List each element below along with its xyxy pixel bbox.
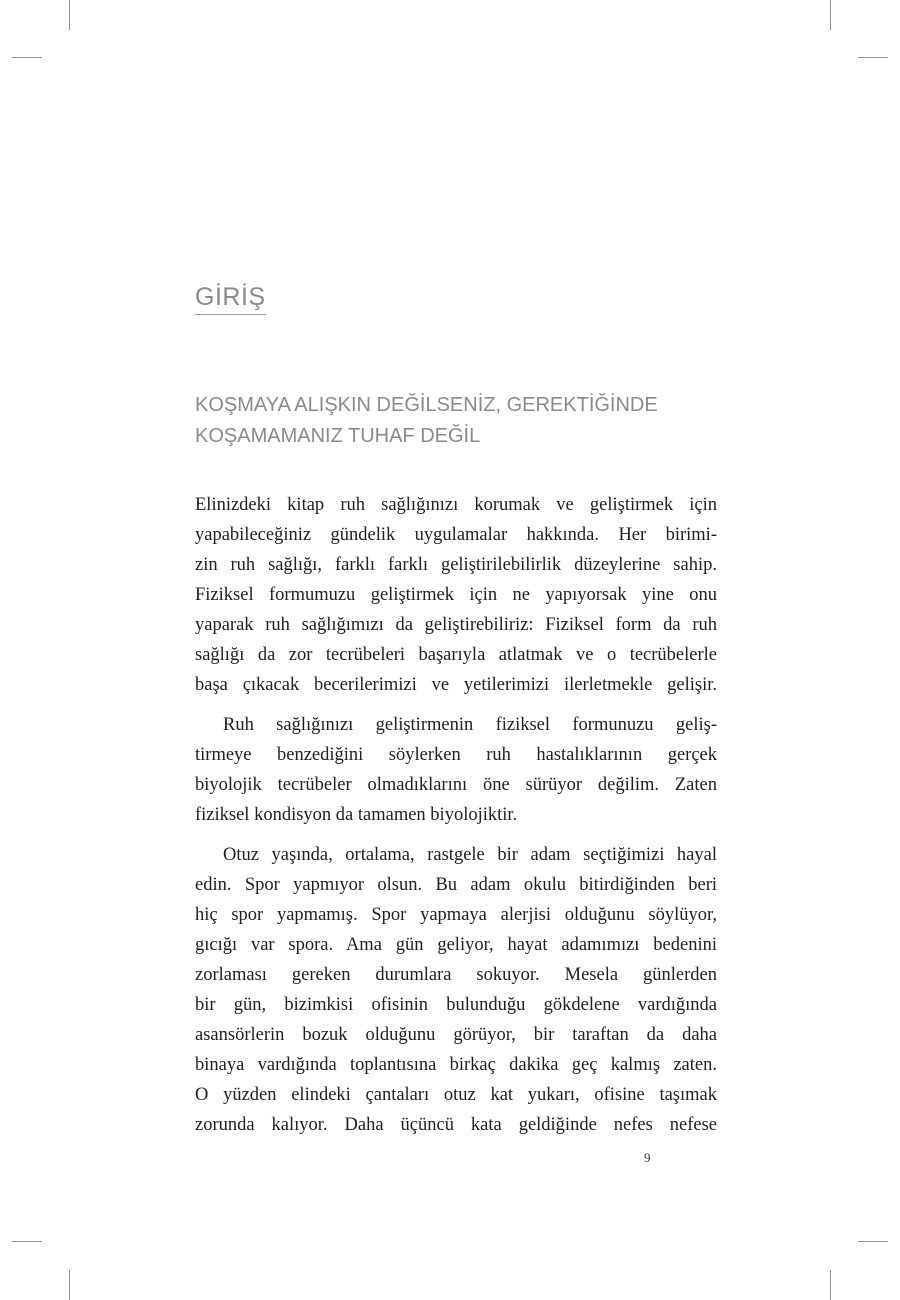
text-line: tirmeye benzediğini söylerken ruh hastalıklarının gerçek: [195, 745, 717, 765]
text-line: başa çıkacak becerilerimizi ve yetilerimizi ilerletmekle gelişir.: [195, 675, 717, 695]
text-line: zin ruh sağlığı, farklı farklı geliştirilebilirlik düzeylerine sahip.: [195, 555, 717, 575]
crop-mark-bottom-left-horizontal: [12, 1241, 42, 1242]
text-line: binaya vardığında toplantısına birkaç dakika geç kalmış zaten.: [195, 1055, 717, 1075]
text-line: sağlığı da zor tecrübeleri başarıyla atlatmak ve o tecrübelerle: [195, 645, 717, 665]
section-heading-line: KOŞMAYA ALIŞKIN DEĞİLSENİZ, GEREKTİĞİNDE: [195, 394, 658, 416]
text-line: O yüzden elindeki çantaları otuz kat yukarı, ofisine taşımak: [195, 1085, 717, 1105]
paragraph-3: [195, 840, 717, 1140]
text-line: zorunda kalıyor. Daha üçüncü kata geldiğinde nefes nefese: [195, 1115, 717, 1135]
text-line: zorlaması gereken durumlara sokuyor. Mesela günlerden: [195, 965, 717, 985]
paragraph-2: [195, 710, 717, 830]
text-line: bir gün, bizimkisi ofisinin bulunduğu gökdelene vardığında: [195, 995, 717, 1015]
text-line: fiziksel kondisyon da tamamen biyolojiktir.: [195, 805, 518, 825]
text-line: Otuz yaşında, ortalama, rastgele bir adam seçtiğimizi hayal: [223, 845, 717, 865]
text-line: Fiziksel formumuzu geliştirmek için ne yapıyorsak yine onu: [195, 585, 717, 605]
text-line: hiç spor yapmamış. Spor yapmaya alerjisi olduğunu söylüyor,: [195, 905, 717, 925]
text-line: yaparak ruh sağlığımızı da geliştirebiliriz: Fiziksel form da ruh: [195, 615, 717, 635]
text-line: gıcığı var spora. Ama gün geliyor, hayat adamımızı bedenini: [195, 935, 717, 955]
section-heading: [195, 390, 755, 452]
text-line: Elinizdeki kitap ruh sağlığınızı korumak ve geliştirmek için: [195, 495, 717, 515]
crop-mark-top-right-horizontal: [858, 57, 888, 58]
text-line: asansörlerin bozuk olduğunu görüyor, bir taraftan da daha: [195, 1025, 717, 1045]
paragraph-1: [195, 490, 717, 700]
crop-mark-bottom-right-vertical: [830, 1270, 831, 1300]
chapter-title: GİRİŞ: [195, 282, 266, 315]
crop-mark-bottom-right-horizontal: [858, 1241, 888, 1242]
text-line: edin. Spor yapmıyor olsun. Bu adam okulu bitirdiğinden beri: [195, 875, 717, 895]
text-line: Ruh sağlığınızı geliştirmenin fiziksel formunuzu geliş-: [223, 715, 717, 735]
body-text: [195, 490, 717, 1150]
crop-mark-top-left-horizontal: [12, 57, 42, 58]
page-number: 9: [644, 1150, 651, 1165]
crop-mark-top-left-vertical: [69, 0, 70, 30]
crop-mark-top-right-vertical: [830, 0, 831, 30]
text-line: yapabileceğiniz gündelik uygulamalar hakkında. Her birimi-: [195, 525, 717, 545]
section-heading-line: KOŞAMAMANIZ TUHAF DEĞİL: [195, 425, 481, 447]
crop-mark-bottom-left-vertical: [69, 1270, 70, 1300]
text-line: biyolojik tecrübeler olmadıklarını öne sürüyor değilim. Zaten: [195, 775, 717, 795]
